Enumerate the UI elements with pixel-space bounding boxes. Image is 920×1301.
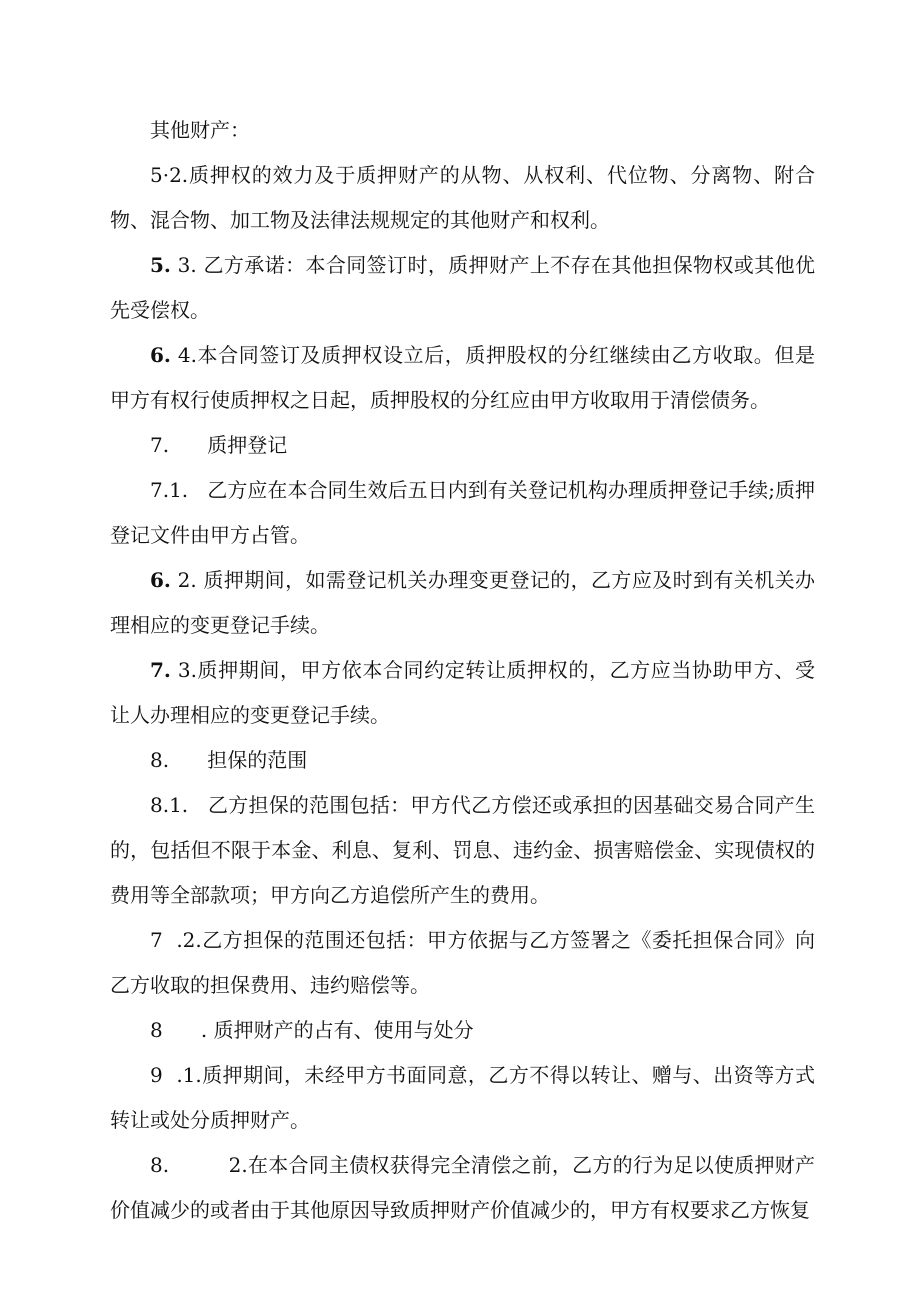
paragraph-7-1: [110, 468, 815, 558]
paragraph-other-property: [110, 108, 815, 153]
paragraph-text: 7.1. 乙方应在本合同生效后五日内到有关登记机构办理质押登记手续;质押登记文件由甲方占管。: [110, 478, 815, 547]
paragraph-number: 6.: [150, 343, 171, 367]
paragraph-text: 3. 乙方承诺：本合同签订时，质押财产上不存在其他担保物权或其他优先受偿权。: [110, 253, 815, 322]
paragraph-text: 3.质押期间，甲方依本合同约定转让质押权的，乙方应当协助甲方、受让人办理相应的变更登记手续。: [110, 658, 815, 727]
paragraph-number: 5.: [150, 253, 171, 277]
paragraph-text: 2. 质押期间，如需登记机关办理变更登记的，乙方应及时到有关机关办理相应的变更登记手续。: [110, 568, 815, 637]
section-title: 8 . 质押财产的占有、使用与处分: [150, 1018, 474, 1042]
section-number: 7.: [150, 433, 170, 457]
paragraph-5-3: [110, 243, 815, 333]
paragraph-text: 8. 2.在本合同主债权获得完全清偿之前，乙方的行为足以使质押财产价值减少的或者由于其他原因导致质押财产价值减少的，甲方有权要求乙方恢复: [110, 1153, 815, 1222]
section-title: 担保的范围: [169, 748, 308, 772]
section-heading-7: [110, 423, 815, 468]
paragraph-5-2: [110, 153, 815, 243]
paragraph-7-2: [110, 918, 815, 1008]
paragraph-text: 9 .1.质押期间，未经甲方书面同意，乙方不得以转让、赠与、出资等方式转让或处分质押财产。: [110, 1063, 815, 1132]
paragraph-8-1: [110, 783, 815, 918]
paragraph-text: 5·2.质押权的效力及于质押财产的从物、从权利、代位物、分离物、附合物、混合物、加工物及法律法规规定的其他财产和权利。: [110, 163, 815, 232]
section-title: 质押登记: [169, 433, 288, 457]
paragraph-text: 8.1. 乙方担保的范围包括：甲方代乙方偿还或承担的因基础交易合同产生的，包括但不限于本金、利息、复利、罚息、违约金、损害赔偿金、实现债权的费用等全部款项；甲方向乙方追偿所产生的费用。: [110, 793, 815, 907]
paragraph-8-2: [110, 1143, 815, 1233]
paragraph-text: 4.本合同签订及质押权设立后，质押股权的分红继续由乙方收取。但是甲方有权行使质押权之日起，质押股权的分红应由甲方收取用于清偿债务。: [110, 343, 815, 412]
section-heading-9: [110, 1008, 815, 1053]
paragraph-6-4: [110, 333, 815, 423]
paragraph-text: 7 .2.乙方担保的范围还包括：甲方依据与乙方签署之《委托担保合同》向乙方收取的担保费用、违约赔偿等。: [110, 928, 815, 997]
paragraph-number: 7.: [150, 658, 171, 682]
section-number: 8.: [150, 748, 170, 772]
paragraph-9-1: [110, 1053, 815, 1143]
paragraph-number: 6.: [150, 568, 171, 592]
paragraph-6-2: [110, 558, 815, 648]
paragraph-7-3: [110, 648, 815, 738]
document-body: [110, 108, 815, 1233]
paragraph-text: 其他财产：: [150, 118, 250, 142]
section-heading-8: [110, 738, 815, 783]
